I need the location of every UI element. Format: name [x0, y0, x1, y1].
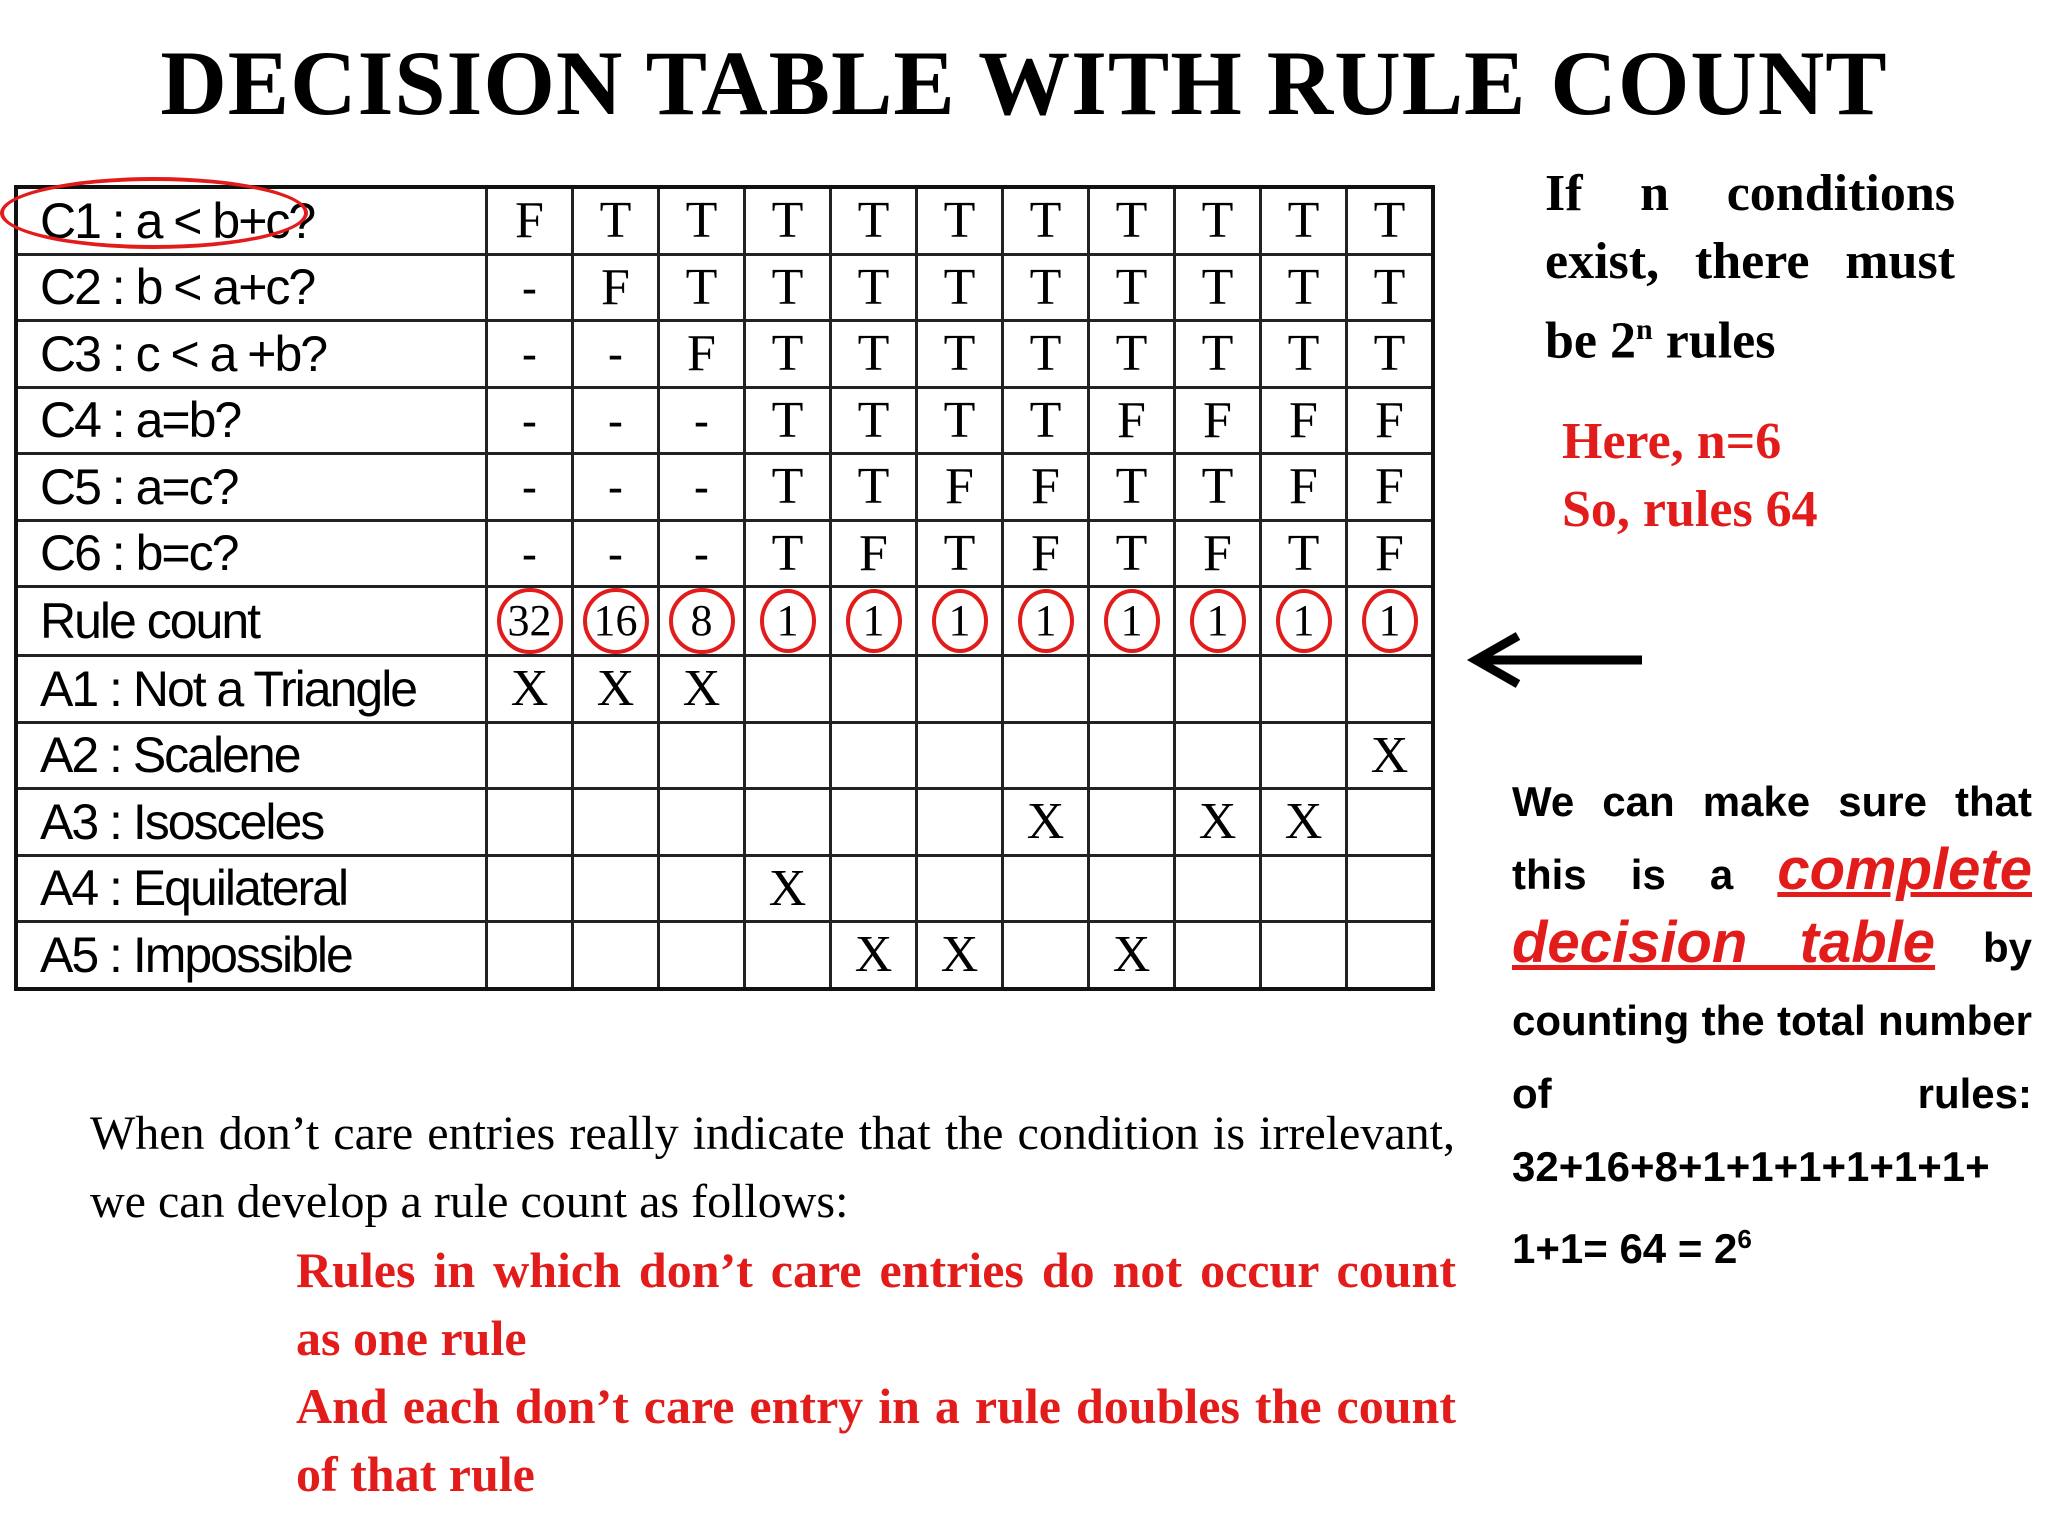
rule-count-row	[16, 587, 1433, 656]
action-cell	[1347, 789, 1434, 856]
condition-cell: -	[487, 254, 573, 321]
rule-count-cell	[1089, 587, 1175, 656]
rule-count-circle: 1	[846, 589, 902, 653]
condition-cell: T	[745, 520, 831, 587]
action-cell	[745, 656, 831, 723]
action-cell	[1175, 922, 1261, 989]
action-cell	[487, 855, 573, 922]
condition-cell: T	[917, 387, 1003, 454]
action-cell	[831, 722, 917, 789]
action-cell	[831, 656, 917, 723]
action-cell: X	[1261, 789, 1347, 856]
action-cell	[1003, 922, 1089, 989]
action-cell	[659, 922, 745, 989]
action-cell: X	[487, 656, 573, 723]
condition-cell: T	[831, 454, 917, 521]
condition-cell: T	[1261, 520, 1347, 587]
condition-cell: T	[1089, 254, 1175, 321]
condition-cell: T	[1261, 321, 1347, 388]
action-cell	[573, 922, 659, 989]
action-cell	[1003, 855, 1089, 922]
condition-cell: -	[487, 520, 573, 587]
condition-row	[16, 321, 1433, 388]
condition-cell: F	[1003, 520, 1089, 587]
condition-row	[16, 520, 1433, 587]
rules-total-line: So, rules 64	[1562, 481, 1818, 538]
action-cell	[917, 656, 1003, 723]
action-cell	[1089, 855, 1175, 922]
rule-count-rules	[296, 1236, 1456, 1508]
condition-cell: T	[917, 254, 1003, 321]
action-cell	[573, 789, 659, 856]
condition-cell: T	[1261, 254, 1347, 321]
action-cell: X	[917, 922, 1003, 989]
action-cell	[487, 722, 573, 789]
page-title: DECISION TABLE WITH RULE COUNT	[160, 32, 1888, 134]
rule-count-circle: 16	[583, 588, 649, 654]
condition-label: C6 : b=c?	[16, 520, 487, 587]
action-cell	[1003, 722, 1089, 789]
completeness-exponent: 6	[1737, 1224, 1752, 1254]
action-cell	[1347, 855, 1434, 922]
rule-count-circle: 1	[1190, 589, 1246, 653]
condition-cell: F	[831, 520, 917, 587]
condition-row	[16, 387, 1433, 454]
action-cell	[1175, 855, 1261, 922]
action-cell	[1175, 722, 1261, 789]
condition-cell: T	[745, 387, 831, 454]
condition-cell: T	[831, 387, 917, 454]
action-cell: X	[1003, 789, 1089, 856]
condition-cell: F	[487, 187, 573, 254]
condition-label: C5 : a=c?	[16, 454, 487, 521]
rule-count-cell	[1003, 587, 1089, 656]
condition-cell: T	[917, 187, 1003, 254]
condition-cell: -	[573, 321, 659, 388]
rule-count-rule-2: And each don’t care entry in a rule doubles the count of that rule	[296, 1378, 1456, 1502]
condition-cell: T	[1089, 321, 1175, 388]
action-row	[16, 656, 1433, 723]
condition-cell: T	[1089, 187, 1175, 254]
action-cell	[1261, 722, 1347, 789]
action-label: A1 : Not a Triangle	[16, 656, 487, 723]
condition-cell: F	[1347, 520, 1434, 587]
rule-count-cell	[831, 587, 917, 656]
rule-count-cell	[745, 587, 831, 656]
action-cell: X	[1347, 722, 1434, 789]
condition-cell: -	[487, 321, 573, 388]
condition-label: C2 : b < a+c?	[16, 254, 487, 321]
action-cell	[745, 789, 831, 856]
rule-count-circle: 1	[1362, 589, 1418, 653]
rules-count-note	[1562, 408, 1818, 544]
condition-cell: T	[745, 187, 831, 254]
completeness-sum: by counting the total number of rules: 32+16+8+1+1+1+1+1+1+ 1+1= 64 = 2	[1512, 924, 2032, 1272]
rule-count-rule-1: Rules in which don’t care entries do not occur count as one rule	[296, 1242, 1456, 1366]
condition-cell: F	[1347, 387, 1434, 454]
condition-cell: T	[1003, 187, 1089, 254]
completeness-intro: We can make sure that this is a	[1512, 778, 2032, 898]
action-cell	[1347, 656, 1434, 723]
condition-cell: -	[487, 454, 573, 521]
dont-care-explanation: When don’t care entries really indicate that the condition is irrelevant, we can develop a rule count as follows:	[90, 1107, 1455, 1228]
completeness-note	[1512, 765, 2032, 1285]
action-row	[16, 789, 1433, 856]
condition-cell: T	[1175, 254, 1261, 321]
action-cell	[1261, 922, 1347, 989]
rule-count-cell	[487, 587, 573, 656]
action-row	[16, 722, 1433, 789]
action-label: A5 : Impossible	[16, 922, 487, 989]
condition-cell: T	[745, 454, 831, 521]
condition-cell: F	[1261, 454, 1347, 521]
condition-cell: T	[1175, 187, 1261, 254]
action-cell: X	[745, 855, 831, 922]
rules-formula-exponent: n	[1636, 313, 1653, 346]
rule-count-cell	[659, 587, 745, 656]
rule-count-circle: 1	[1276, 589, 1332, 653]
condition-cell: F	[917, 454, 1003, 521]
condition-cell: -	[659, 387, 745, 454]
condition-cell: -	[573, 520, 659, 587]
condition-cell: F	[573, 254, 659, 321]
action-cell	[831, 855, 917, 922]
condition-cell: T	[831, 321, 917, 388]
rule-count-cell	[1175, 587, 1261, 656]
rule-count-circle: 1	[760, 589, 816, 653]
action-cell	[1261, 656, 1347, 723]
condition-cell: T	[745, 321, 831, 388]
condition-cell: T	[1347, 321, 1434, 388]
condition-cell: -	[487, 387, 573, 454]
action-cell: X	[573, 656, 659, 723]
rule-count-circle: 1	[1018, 589, 1074, 653]
condition-cell: T	[1003, 387, 1089, 454]
rule-count-label	[16, 587, 487, 656]
action-label: A4 : Equilateral	[16, 855, 487, 922]
action-cell	[1089, 789, 1175, 856]
condition-cell: T	[1003, 254, 1089, 321]
rules-formula-tail: rules	[1652, 312, 1776, 370]
n-value-line: Here, n=6	[1562, 413, 1782, 470]
condition-cell: T	[1089, 454, 1175, 521]
condition-cell: T	[1347, 187, 1434, 254]
condition-cell: F	[659, 321, 745, 388]
condition-label: C3 : c < a +b?	[16, 321, 487, 388]
condition-cell: -	[573, 387, 659, 454]
decision-table	[14, 185, 1435, 991]
action-cell	[659, 855, 745, 922]
condition-cell: T	[1347, 254, 1434, 321]
condition-label: C4 : a=b?	[16, 387, 487, 454]
action-cell	[659, 722, 745, 789]
action-cell	[1175, 656, 1261, 723]
condition-row	[16, 254, 1433, 321]
action-cell: X	[659, 656, 745, 723]
condition-cell: T	[745, 254, 831, 321]
action-cell	[917, 855, 1003, 922]
rule-count-cell	[917, 587, 1003, 656]
rule-count-cell	[1261, 587, 1347, 656]
condition-row	[16, 454, 1433, 521]
action-cell	[487, 789, 573, 856]
action-cell: X	[1089, 922, 1175, 989]
action-cell	[573, 855, 659, 922]
condition-cell: -	[659, 454, 745, 521]
highlight-ellipse	[0, 177, 308, 249]
condition-cell: T	[917, 520, 1003, 587]
condition-cell: T	[831, 187, 917, 254]
rules-formula-text: If n conditions exist, there must be 2	[1545, 165, 1955, 370]
action-label: A2 : Scalene	[16, 722, 487, 789]
condition-cell: F	[1175, 387, 1261, 454]
action-cell	[487, 922, 573, 989]
condition-cell: T	[831, 254, 917, 321]
condition-cell: -	[573, 454, 659, 521]
condition-cell: T	[1175, 454, 1261, 521]
rules-formula-note	[1545, 160, 1955, 375]
rule-count-circle: 8	[669, 588, 735, 654]
action-cell	[1261, 855, 1347, 922]
condition-label: C1 : a < b+c?	[16, 187, 487, 254]
condition-cell: F	[1347, 454, 1434, 521]
rule-count-cell	[573, 587, 659, 656]
left-arrow-icon	[1466, 632, 1646, 688]
action-cell	[745, 922, 831, 989]
condition-cell: T	[1089, 520, 1175, 587]
action-cell	[745, 722, 831, 789]
condition-cell: -	[659, 520, 745, 587]
action-cell	[1003, 656, 1089, 723]
rule-count-circle: 1	[932, 589, 988, 653]
action-cell	[1347, 922, 1434, 989]
condition-cell: F	[1003, 454, 1089, 521]
condition-cell: T	[659, 254, 745, 321]
action-cell	[917, 722, 1003, 789]
action-row	[16, 922, 1433, 989]
condition-cell: F	[1261, 387, 1347, 454]
action-cell	[917, 789, 1003, 856]
complete-decision-table-highlight: complete decision table	[1512, 837, 2032, 975]
action-row	[16, 855, 1433, 922]
condition-cell: F	[1175, 520, 1261, 587]
condition-cell: T	[1003, 321, 1089, 388]
rule-count-circle: 1	[1104, 589, 1160, 653]
rule-count-circle: 32	[497, 588, 563, 654]
action-label: A3 : Isosceles	[16, 789, 487, 856]
action-cell	[573, 722, 659, 789]
action-cell	[659, 789, 745, 856]
action-cell	[1089, 722, 1175, 789]
rule-count-cell	[1347, 587, 1434, 656]
action-cell	[1089, 656, 1175, 723]
condition-cell: T	[659, 187, 745, 254]
action-cell: X	[1175, 789, 1261, 856]
action-cell: X	[831, 922, 917, 989]
condition-cell: T	[1261, 187, 1347, 254]
condition-cell: T	[573, 187, 659, 254]
action-cell	[831, 789, 917, 856]
rule-count-label-text: Rule count	[40, 593, 260, 649]
condition-cell: T	[917, 321, 1003, 388]
condition-cell: F	[1089, 387, 1175, 454]
condition-cell: T	[1175, 321, 1261, 388]
